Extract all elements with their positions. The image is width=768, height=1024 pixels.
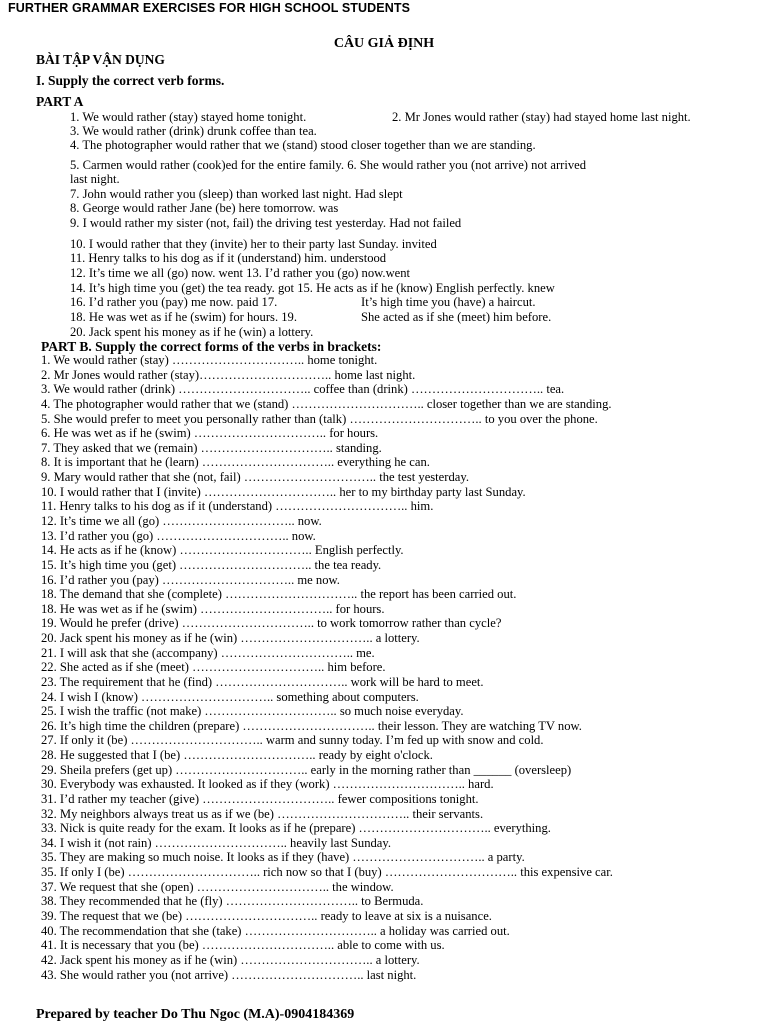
part-b-item: 37. We request that she (open) ………………………….. the window. — [41, 879, 394, 894]
part-a-item — [70, 138, 536, 152]
part-a-item-text: 9. I would rather my sister (not, fail) the driving test yesterday. Had not failed — [70, 216, 462, 230]
part-a-item-text: 7. John would rather you (sleep) than worked last night. Had slept — [70, 187, 403, 201]
part-a-label: PART A — [36, 94, 84, 109]
document-header: FURTHER GRAMMAR EXERCISES FOR HIGH SCHOOL STUDENTS — [8, 1, 411, 15]
part-a-item — [70, 251, 386, 265]
part-b-item: 41. It is necessary that you (be) ………………………….. able to come with us. — [41, 938, 445, 953]
part-a-item — [70, 295, 536, 309]
part-a-item-text: 12. It’s time we all (go) now. went 13. I’d rather you (go) now.went — [70, 266, 411, 280]
part-a-item-text: 4. The photographer would rather that we (stand) stood closer together than we are standing. — [70, 138, 536, 152]
part-a-item-text: 18. He was wet as if he (swim) for hours. 19. — [70, 310, 297, 324]
part-b-item: 25. I wish the traffic (not make) ………………………….. so much noise everyday. — [41, 704, 464, 719]
part-b-item: 6. He was wet as if he (swim) ………………………….. for hours. — [41, 426, 379, 441]
part-a-item — [70, 266, 410, 280]
part-a-item — [70, 172, 120, 186]
part-b-item: 18. He was wet as if he (swim) ………………………….. for hours. — [41, 601, 385, 616]
part-b-item: 18. The demand that she (complete) ………………………….. the report has been carried out. — [41, 587, 517, 602]
part-b-item: 31. I’d rather my teacher (give) ………………………….. fewer compositions tonight. — [41, 791, 479, 806]
part-b-item: 34. I wish it (not rain) ………………………….. heavily last Sunday. — [41, 835, 392, 850]
part-a-item — [70, 237, 437, 251]
part-a-item-text: 14. It’s high time you (get) the tea ready. got 15. He acts as if he (know) English perfectly. knew — [70, 281, 555, 295]
part-a-item-text: 16. I’d rather you (pay) me now. paid 17. — [70, 295, 278, 309]
part-a-item-text: last night. — [70, 172, 120, 186]
part-b-item: 40. The recommendation that she (take) ………………………….. a holiday was carried out. — [41, 923, 510, 938]
part-a-item-text: 1. We would rather (stay) stayed home tonight. — [70, 110, 307, 124]
part-b-item: 16. I’d rather you (pay) ………………………….. me now. — [41, 572, 340, 587]
part-b-item: 35. If only I (be) ………………………….. rich now so that I (buy) ………………………….. this expensive car. — [41, 865, 613, 880]
part-a-item — [70, 325, 313, 339]
part-b-label: PART B. Supply the correct forms of the verbs in brackets: — [41, 339, 382, 354]
part-b-item: 33. Nick is quite ready for the exam. It looks as if he (prepare) ………………………….. everything. — [41, 821, 551, 836]
part-a-item — [70, 187, 403, 201]
part-a-item-text: 20. Jack spent his money as if he (win) a lottery. — [70, 325, 314, 339]
part-a-item — [70, 124, 317, 138]
part-b-item: 39. The request that we (be) ………………………….. ready to leave at six is a nuisance. — [41, 908, 492, 923]
part-a-item — [70, 158, 586, 172]
part-b-item: 9. Mary would rather that she (not, fail) ………………………….. the test yesterday. — [41, 470, 469, 484]
instruction: I. Supply the correct verb forms. — [36, 73, 225, 88]
title-text: CÂU GIẢ ĐỊNH — [333, 36, 435, 51]
part-b-item: 22. She acted as if she (meet) ………………………….. him before. — [41, 660, 386, 675]
part-b-item: 27. If only it (be) ………………………….. warm and sunny today. I’m fed up with snow and cold. — [41, 733, 544, 748]
part-a-item — [70, 310, 552, 324]
page-title — [0, 36, 768, 52]
part-a-item — [70, 201, 338, 215]
part-b-item: 7. They asked that we (remain) ………………………….. standing. — [41, 440, 382, 455]
part-b-item: 2. Mr Jones would rather (stay)………………………….. home last night. — [41, 367, 416, 382]
part-b-item: 35. They are making so much noise. It looks as if they (have) ………………………….. a party. — [41, 850, 525, 865]
part-b-item: 28. He suggested that I (be) ………………………….. ready by eight o'clock. — [41, 748, 433, 762]
part-b-item: 14. He acts as if he (know) ………………………….. English perfectly. — [41, 543, 404, 558]
section-label: BÀI TẬP VẬN DỤNG — [36, 52, 165, 67]
part-b-item: 32. My neighbors always treat us as if we (be) ………………………….. their servants. — [41, 806, 484, 821]
part-b-item: 12. It’s time we all (go) ………………………….. now. — [41, 513, 322, 528]
part-a-item-second-column: She acted as if she (meet) him before. — [361, 310, 552, 324]
part-b-item: 1. We would rather (stay) ………………………….. home tonight. — [41, 353, 378, 367]
part-b-item: 23. The requirement that he (find) ………………………….. work will be hard to meet. — [41, 674, 484, 689]
part-b-item: 24. I wish I (know) ………………………….. something about computers. — [41, 689, 419, 704]
part-a-item — [70, 216, 461, 230]
part-b-item: 8. It is important that he (learn) ………………………….. everything he can. — [41, 455, 430, 470]
part-a-item-text: 8. George would rather Jane (be) here tomorrow. was — [70, 201, 339, 215]
part-b-item: 43. She would rather you (not arrive) ………………………….. last night. — [41, 967, 417, 982]
part-b-item: 19. Would he prefer (drive) ………………………….. to work tomorrow rather than cycle? — [41, 616, 502, 631]
part-b-item: 5. She would prefer to meet you personally rather than (talk) ………………………….. to you over the phone. — [41, 411, 598, 426]
part-a-item-text: 5. Carmen would rather (cook)ed for the entire family. 6. She would rather you (not arrive) not arrived — [70, 158, 587, 172]
part-b-item: 3. We would rather (drink) ………………………….. coffee than (drink) ………………………….. tea. — [41, 382, 565, 397]
part-b-item: 26. It’s high time the children (prepare) ………………………….. their lesson. They are watching TV now. — [41, 718, 582, 733]
part-a-item — [70, 110, 691, 124]
part-b-item: 13. I’d rather you (go) ………………………….. now. — [41, 528, 316, 543]
part-b-item: 15. It’s high time you (get) ………………………….. the tea ready. — [41, 557, 382, 572]
part-a-item-second-column: It’s high time you (have) a haircut. — [361, 295, 536, 309]
part-b-item: 42. Jack spent his money as if he (win) ………………………….. a lottery. — [41, 952, 420, 967]
part-b-item: 10. I would rather that I (invite) ………………………….. her to my birthday party last Sunday. — [41, 484, 526, 499]
part-b-item: 30. Everybody was exhausted. It looked as if they (work) ………………………….. hard. — [41, 777, 494, 792]
part-a-item — [70, 281, 555, 295]
part-b-item: 4. The photographer would rather that we (stand) ………………………….. closer together than we are standing. — [41, 396, 612, 411]
part-a-item-text: 11. Henry talks to his dog as if it (understand) him. understood — [70, 251, 387, 265]
footer-credit: Prepared by teacher Do Thu Ngoc (M.A)-0904184369 — [36, 1007, 355, 1022]
part-a-item-text: 10. I would rather that they (invite) her to their party last Sunday. invited — [70, 237, 437, 251]
part-b-item: 11. Henry talks to his dog as if it (understand) ………………………….. him. — [41, 499, 434, 514]
part-b-item: 21. I will ask that she (accompany) ………………………….. me. — [41, 645, 375, 660]
part-b-item: 20. Jack spent his money as if he (win) ………………………….. a lottery. — [41, 631, 420, 645]
part-b-item: 29. Sheila prefers (get up) ………………………….. early in the morning rather than ______ (oversleep) — [41, 762, 572, 777]
part-a-item-second-column: 2. Mr Jones would rather (stay) had stayed home last night. — [392, 110, 691, 124]
part-a-item-text: 3. We would rather (drink) drunk coffee than tea. — [70, 124, 317, 138]
part-b-item: 38. They recommended that he (fly) ………………………….. to Bermuda. — [41, 894, 424, 909]
